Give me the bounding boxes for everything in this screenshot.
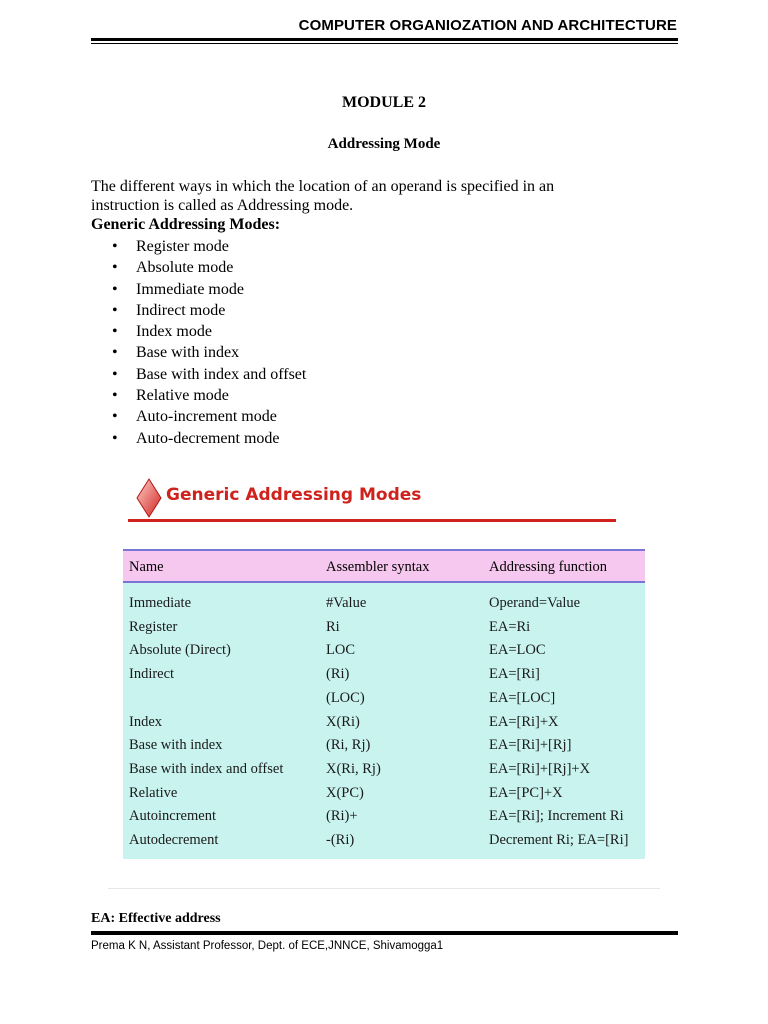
cell-syntax: (LOC) xyxy=(326,689,365,706)
cell-function: EA=LOC xyxy=(489,642,546,659)
mode-label: Base with index xyxy=(136,344,240,362)
mode-label: Relative mode xyxy=(136,387,229,405)
bullet-icon: • xyxy=(112,387,118,405)
table-header xyxy=(123,549,645,583)
intro-paragraph xyxy=(91,177,651,215)
list-item xyxy=(112,279,306,300)
bullet-icon: • xyxy=(112,323,118,341)
cell-function: EA=[Ri]+[Rj] xyxy=(489,737,572,754)
cell-name: Relative xyxy=(129,784,178,801)
generic-modes-heading: Generic Addressing Modes: xyxy=(91,216,281,233)
cell-name: Base with index and offset xyxy=(129,760,284,777)
mode-label: Indirect mode xyxy=(136,301,226,319)
cell-function: EA=Ri xyxy=(489,618,531,635)
cell-function: EA=[Ri]+X xyxy=(489,713,559,730)
list-item xyxy=(112,428,306,449)
cell-syntax: (Ri) xyxy=(326,666,350,683)
bullet-icon: • xyxy=(112,259,118,277)
red-diamond-icon xyxy=(136,478,162,518)
cell-syntax: X(PC) xyxy=(326,784,364,801)
bullet-icon: • xyxy=(112,365,118,383)
table-row xyxy=(123,785,645,809)
footnote: EA: Effective address xyxy=(91,911,221,926)
table-row xyxy=(123,714,645,738)
cell-name: Autodecrement xyxy=(129,832,219,848)
mode-label: Absolute mode xyxy=(136,259,234,277)
mode-label: Index mode xyxy=(136,323,212,341)
bullet-icon: • xyxy=(112,344,118,362)
cell-syntax: -(Ri) xyxy=(326,832,355,848)
list-item xyxy=(112,364,306,385)
list-item xyxy=(112,342,306,363)
addressing-modes-figure xyxy=(108,463,660,889)
cell-name: Indirect xyxy=(129,666,175,683)
list-item xyxy=(112,385,306,406)
column-header-name: Name xyxy=(129,559,164,575)
header-rule xyxy=(91,38,678,44)
cell-function: Operand=Value xyxy=(489,595,581,611)
cell-name: Immediate xyxy=(129,595,192,611)
table-row xyxy=(123,595,645,619)
table-row xyxy=(123,619,645,643)
table-row xyxy=(123,832,645,856)
figure-title-underline xyxy=(128,519,616,522)
bullet-icon: • xyxy=(112,280,118,298)
page-header-title: COMPUTER ORGANIOZATION AND ARCHITECTURE xyxy=(298,17,677,34)
table-row xyxy=(123,690,645,714)
cell-name: Index xyxy=(129,713,163,730)
table-row xyxy=(123,761,645,785)
intro-line-2: instruction is called as Addressing mode. xyxy=(91,197,354,214)
cell-name: Autoincrement xyxy=(129,808,216,825)
intro-line-1: The different ways in which the location of an operand is specified in an xyxy=(91,178,555,195)
mode-label: Auto-increment mode xyxy=(136,408,277,426)
cell-name: Absolute (Direct) xyxy=(129,642,231,659)
page-footer: Prema K N, Assistant Professor, Dept. of ECE,JNNCE, Shivamogga1 xyxy=(91,940,444,952)
cell-function: EA=[Ri]; Increment Ri xyxy=(489,808,624,825)
cell-syntax: X(Ri, Rj) xyxy=(326,760,381,777)
list-item xyxy=(112,257,306,278)
cell-name: Register xyxy=(129,618,178,635)
column-header-syntax: Assembler syntax xyxy=(326,559,430,575)
figure-title: Generic Addressing Modes xyxy=(166,485,422,505)
mode-label: Base with index and offset xyxy=(136,365,307,383)
cell-function: EA=[LOC] xyxy=(489,689,556,706)
table-row xyxy=(123,666,645,690)
cell-syntax: LOC xyxy=(326,642,355,659)
footer-rule xyxy=(91,931,678,935)
cell-function: EA=[Ri] xyxy=(489,666,540,683)
cell-syntax: X(Ri) xyxy=(326,713,360,730)
section-title: Addressing Mode xyxy=(327,136,441,152)
addressing-mode-list xyxy=(112,236,306,449)
list-item xyxy=(112,321,306,342)
cell-function: EA=[PC]+X xyxy=(489,784,563,801)
table-row xyxy=(123,808,645,832)
cell-function: EA=[Ri]+[Rj]+X xyxy=(489,760,591,777)
mode-label: Auto-decrement mode xyxy=(136,429,280,447)
mode-label: Register mode xyxy=(136,238,229,255)
list-item xyxy=(112,236,306,257)
cell-name: Base with index xyxy=(129,737,223,754)
column-header-function: Addressing function xyxy=(489,559,607,575)
addressing-modes-table xyxy=(123,549,645,859)
mode-label: Immediate mode xyxy=(136,280,244,298)
cell-syntax: (Ri)+ xyxy=(326,808,358,825)
cell-function: Decrement Ri; EA=[Ri] xyxy=(489,832,629,848)
bullet-icon: • xyxy=(112,301,118,319)
list-item xyxy=(112,406,306,427)
cell-syntax: Ri xyxy=(326,618,340,635)
cell-syntax: (Ri, Rj) xyxy=(326,737,371,754)
table-row xyxy=(123,642,645,666)
bullet-icon: • xyxy=(112,408,118,426)
cell-syntax: #Value xyxy=(326,595,367,611)
list-item xyxy=(112,300,306,321)
bullet-icon: • xyxy=(112,238,118,255)
bullet-icon: • xyxy=(112,429,118,447)
table-row xyxy=(123,737,645,761)
module-title: MODULE 2 xyxy=(342,94,426,111)
